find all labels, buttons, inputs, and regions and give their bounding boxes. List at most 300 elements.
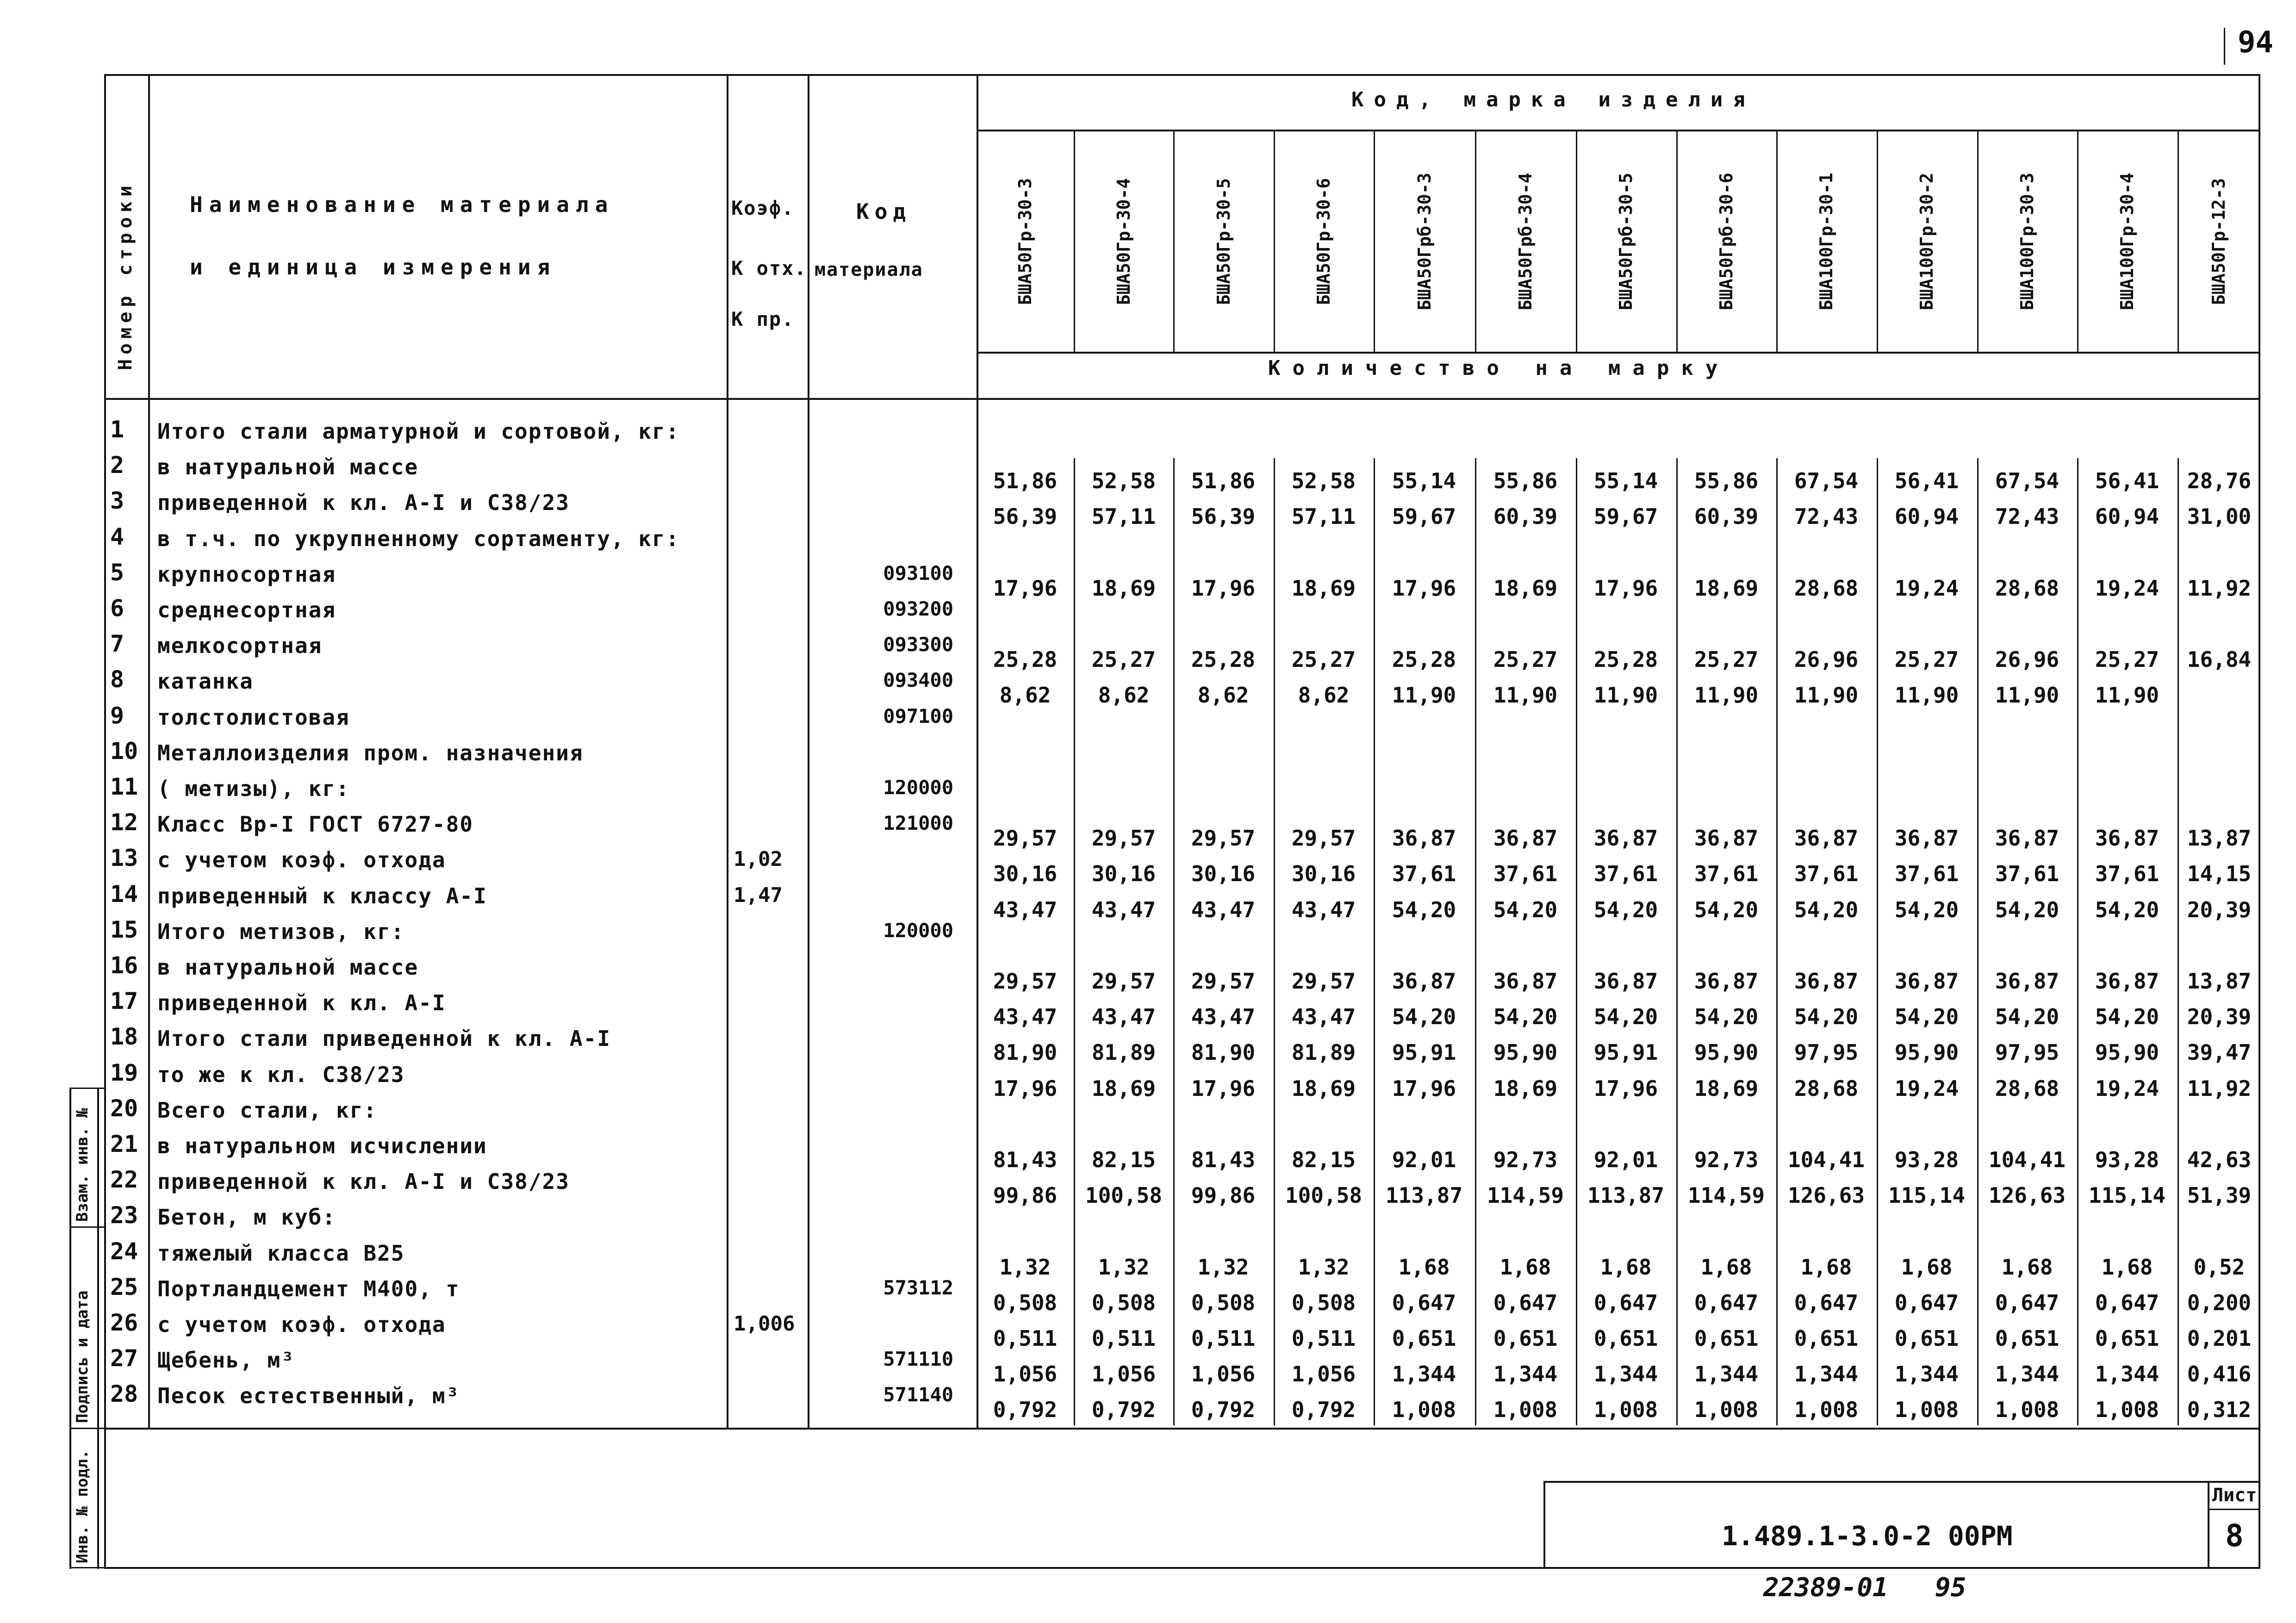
value-col-sep bbox=[2178, 458, 2179, 1425]
row-value: 0,647 bbox=[1493, 1290, 1558, 1315]
row-value: 29,57 bbox=[993, 969, 1058, 994]
row-code: 093400 bbox=[883, 669, 953, 692]
side-stamp-line bbox=[69, 1088, 104, 1089]
row-value: 60,94 bbox=[1894, 504, 1959, 529]
row-name: ( метизы), кг: bbox=[157, 776, 350, 801]
mark-sep bbox=[1877, 130, 1878, 352]
row-value: 11,90 bbox=[2095, 683, 2159, 708]
row-value: 17,96 bbox=[1191, 1076, 1256, 1101]
row-value: 36,87 bbox=[1894, 969, 1959, 994]
row-value: 11,90 bbox=[1894, 683, 1959, 708]
mark-label: БША100Гр-30-4 bbox=[2117, 173, 2137, 311]
mark-label: БША50Гр-30-3 bbox=[1015, 178, 1035, 305]
row-name: Щебень, м³ bbox=[157, 1348, 295, 1373]
row-value: 1,32 bbox=[1197, 1254, 1249, 1280]
value-col-sep bbox=[1475, 458, 1476, 1425]
row-value: 20,39 bbox=[2187, 897, 2252, 922]
row-number: 7 bbox=[110, 630, 124, 658]
row-value: 25,27 bbox=[1894, 647, 1959, 672]
row-value: 25,28 bbox=[993, 647, 1058, 672]
mark-label: БША50Гр-30-5 bbox=[1213, 178, 1234, 305]
row-value: 17,96 bbox=[1593, 1076, 1658, 1101]
row-value: 43,47 bbox=[993, 897, 1058, 922]
sheet-number: 8 bbox=[2225, 1518, 2244, 1554]
row-number: 5 bbox=[110, 559, 124, 586]
marks-title: Код, марка изделия bbox=[1351, 88, 1755, 112]
row-code: 093200 bbox=[883, 597, 953, 620]
row-name: Портландцемент М400, т bbox=[157, 1276, 460, 1301]
row-value: 92,01 bbox=[1593, 1147, 1658, 1172]
row-value: 31,00 bbox=[2187, 504, 2252, 529]
row-code: 573112 bbox=[883, 1276, 953, 1299]
value-col-sep bbox=[2077, 458, 2078, 1425]
row-value: 25,27 bbox=[1493, 647, 1558, 672]
row-value: 60,94 bbox=[2095, 504, 2159, 529]
row-value: 25,27 bbox=[1091, 647, 1156, 672]
row-value: 54,20 bbox=[1493, 1004, 1558, 1030]
value-col-sep bbox=[1173, 458, 1175, 1425]
row-value: 36,87 bbox=[1794, 969, 1859, 994]
row-value: 25,27 bbox=[2095, 647, 2159, 672]
row-value: 0,647 bbox=[1593, 1290, 1658, 1315]
row-value: 43,47 bbox=[1291, 1004, 1356, 1030]
row-number: 10 bbox=[110, 737, 138, 765]
row-value: 0,416 bbox=[2187, 1362, 2252, 1387]
row-value: 0,511 bbox=[1091, 1326, 1156, 1351]
row-value: 18,69 bbox=[1291, 1076, 1356, 1101]
side-stamp-line bbox=[69, 1567, 104, 1568]
row-value: 0,647 bbox=[2095, 1290, 2159, 1315]
row-value: 99,86 bbox=[993, 1183, 1058, 1208]
row-value: 29,57 bbox=[1291, 969, 1356, 994]
page-number: 94 bbox=[2238, 25, 2274, 60]
row-number: 6 bbox=[110, 595, 124, 622]
side-stamp-inv: Инв. № подл. bbox=[73, 1449, 92, 1563]
koef-header-2: К отх. bbox=[731, 257, 807, 280]
row-value: 52,58 bbox=[1291, 468, 1356, 494]
mark-label: БША50Гр-12-3 bbox=[2209, 178, 2229, 305]
mark-sep bbox=[1977, 130, 1979, 352]
row-value: 0,201 bbox=[2187, 1326, 2252, 1351]
row-value: 11,90 bbox=[1794, 683, 1859, 708]
row-value: 1,008 bbox=[1794, 1397, 1859, 1423]
row-value: 30,16 bbox=[1091, 861, 1156, 887]
row-value: 25,28 bbox=[1593, 647, 1658, 672]
row-name: тяжелый класса В25 bbox=[157, 1240, 405, 1266]
row-value: 100,58 bbox=[1085, 1183, 1163, 1208]
row-value: 29,57 bbox=[1091, 969, 1156, 994]
row-value: 0,651 bbox=[1995, 1326, 2060, 1351]
row-value: 95,90 bbox=[2095, 1040, 2159, 1065]
row-value: 11,90 bbox=[1694, 683, 1759, 708]
row-value: 92,73 bbox=[1493, 1147, 1558, 1172]
row-value: 0,792 bbox=[1291, 1397, 1356, 1423]
row-value: 0,647 bbox=[1894, 1290, 1959, 1315]
row-value: 28,68 bbox=[1794, 575, 1859, 601]
value-col-sep bbox=[1374, 458, 1375, 1425]
row-value: 1,344 bbox=[1593, 1362, 1658, 1387]
row-value: 8,62 bbox=[1298, 683, 1350, 708]
row-value: 54,20 bbox=[2095, 897, 2159, 922]
row-value: 1,68 bbox=[2001, 1254, 2053, 1280]
row-value: 104,41 bbox=[1988, 1147, 2066, 1172]
row-value: 0,792 bbox=[1191, 1397, 1256, 1423]
row-value: 55,86 bbox=[1694, 468, 1759, 494]
mark-sep bbox=[1676, 130, 1678, 352]
row-value: 37,61 bbox=[2095, 861, 2159, 887]
mark-sep bbox=[2077, 130, 2078, 352]
row-value: 97,95 bbox=[1995, 1040, 2060, 1065]
row-value: 1,68 bbox=[1700, 1254, 1752, 1280]
row-value: 0,511 bbox=[993, 1326, 1058, 1351]
row-number: 17 bbox=[110, 988, 138, 1015]
row-value: 37,61 bbox=[1593, 861, 1658, 887]
row-value: 115,14 bbox=[2088, 1183, 2166, 1208]
row-number: 26 bbox=[110, 1309, 138, 1336]
row-value: 55,14 bbox=[1593, 468, 1658, 494]
row-value: 0,508 bbox=[993, 1290, 1058, 1315]
row-value: 1,344 bbox=[1392, 1362, 1456, 1387]
row-value: 13,87 bbox=[2187, 969, 2252, 994]
marks-labels-bottom bbox=[977, 352, 2260, 354]
row-number: 9 bbox=[110, 702, 124, 729]
row-value: 36,87 bbox=[1392, 826, 1456, 851]
row-value: 1,056 bbox=[1191, 1362, 1256, 1387]
row-value: 36,87 bbox=[1593, 969, 1658, 994]
row-value: 54,20 bbox=[1694, 897, 1759, 922]
row-value: 30,16 bbox=[1291, 861, 1356, 887]
row-value: 26,96 bbox=[1995, 647, 2060, 672]
row-value: 17,96 bbox=[993, 1076, 1058, 1101]
row-value: 36,87 bbox=[1995, 826, 2060, 851]
row-value: 36,87 bbox=[2095, 969, 2159, 994]
row-number: 2 bbox=[110, 452, 124, 479]
row-value: 99,86 bbox=[1191, 1183, 1256, 1208]
row-value: 37,61 bbox=[1995, 861, 2060, 887]
row-koef: 1,006 bbox=[734, 1312, 795, 1336]
frame-left bbox=[104, 74, 106, 1569]
code-header-1: Код bbox=[856, 199, 912, 224]
row-value: 1,68 bbox=[1800, 1254, 1852, 1280]
row-name: Итого метизов, кг: bbox=[157, 919, 405, 944]
row-value: 28,68 bbox=[1995, 1076, 2060, 1101]
row-value: 93,28 bbox=[1894, 1147, 1959, 1172]
row-number: 1 bbox=[110, 416, 124, 443]
row-value: 92,01 bbox=[1392, 1147, 1456, 1172]
row-value: 81,43 bbox=[1191, 1147, 1256, 1172]
row-value: 54,20 bbox=[1593, 897, 1658, 922]
row-value: 36,87 bbox=[2095, 826, 2159, 851]
row-number: 28 bbox=[110, 1380, 138, 1408]
row-value: 43,47 bbox=[1091, 897, 1156, 922]
row-number: 23 bbox=[110, 1202, 138, 1229]
row-value: 57,11 bbox=[1291, 504, 1356, 529]
row-value: 18,69 bbox=[1493, 575, 1558, 601]
row-value: 0,508 bbox=[1191, 1290, 1256, 1315]
row-value: 18,69 bbox=[1091, 1076, 1156, 1101]
row-value: 30,16 bbox=[993, 861, 1058, 887]
title-block-left bbox=[1543, 1481, 1545, 1569]
table-bottom bbox=[104, 1428, 2260, 1430]
row-value: 11,90 bbox=[1995, 683, 2060, 708]
row-value: 43,47 bbox=[1191, 897, 1256, 922]
side-stamp-line bbox=[69, 1428, 104, 1429]
page-number-bar bbox=[2224, 28, 2225, 65]
row-value: 36,87 bbox=[1493, 969, 1558, 994]
row-value: 56,39 bbox=[1191, 504, 1256, 529]
row-name: Металлоизделия пром. назначения bbox=[157, 740, 584, 765]
row-value: 1,344 bbox=[1794, 1362, 1859, 1387]
value-col-sep bbox=[1676, 458, 1678, 1425]
side-stamp-line bbox=[69, 1226, 104, 1228]
row-value: 81,89 bbox=[1291, 1040, 1356, 1065]
row-value: 56,41 bbox=[1894, 468, 1959, 494]
row-value: 11,90 bbox=[1493, 683, 1558, 708]
row-number: 20 bbox=[110, 1094, 138, 1122]
row-value: 11,90 bbox=[1593, 683, 1658, 708]
mark-label: БША100Гр-30-2 bbox=[1916, 173, 1937, 311]
row-value: 16,84 bbox=[2187, 647, 2252, 672]
side-stamp-vzam: Взам. инв. № bbox=[73, 1108, 92, 1222]
row-value: 29,57 bbox=[1091, 826, 1156, 851]
row-value: 67,54 bbox=[1794, 468, 1859, 494]
row-value: 54,20 bbox=[2095, 1004, 2159, 1030]
col-sep-code bbox=[977, 74, 978, 1428]
row-value: 1,32 bbox=[999, 1254, 1051, 1280]
row-value: 1,68 bbox=[1600, 1254, 1652, 1280]
row-number: 3 bbox=[110, 487, 124, 515]
row-value: 114,59 bbox=[1687, 1183, 1765, 1208]
value-col-sep bbox=[1877, 458, 1878, 1425]
row-name: приведенной к кл. А-I и С38/23 bbox=[157, 490, 570, 516]
row-value: 55,86 bbox=[1493, 468, 1558, 494]
row-code: 571140 bbox=[883, 1383, 953, 1406]
row-value: 18,69 bbox=[1493, 1076, 1558, 1101]
row-value: 72,43 bbox=[1794, 504, 1859, 529]
row-value: 42,63 bbox=[2187, 1147, 2252, 1172]
row-name: крупносортная bbox=[157, 561, 336, 587]
value-col-sep bbox=[1977, 458, 1979, 1425]
name-header-line2: и единица измерения bbox=[190, 255, 557, 280]
row-value: 8,62 bbox=[1197, 683, 1249, 708]
row-value: 29,57 bbox=[993, 826, 1058, 851]
row-value: 81,43 bbox=[993, 1147, 1058, 1172]
mark-sep bbox=[1374, 130, 1375, 352]
row-name: в натуральной массе bbox=[157, 955, 419, 980]
row-code: 093100 bbox=[883, 561, 953, 585]
row-number: 13 bbox=[110, 845, 138, 872]
col-sep-num bbox=[148, 74, 150, 1428]
row-koef: 1,47 bbox=[734, 883, 783, 907]
row-value: 28,76 bbox=[2187, 468, 2252, 494]
row-value: 43,47 bbox=[1291, 897, 1356, 922]
side-stamp-podpis: Подпись и дата bbox=[73, 1290, 92, 1423]
row-value: 28,68 bbox=[1794, 1076, 1859, 1101]
row-value: 115,14 bbox=[1888, 1183, 1966, 1208]
row-value: 54,20 bbox=[1392, 897, 1456, 922]
koef-header-3: К пр. bbox=[731, 308, 795, 330]
row-value: 0,651 bbox=[1593, 1326, 1658, 1351]
row-value: 25,28 bbox=[1392, 647, 1456, 672]
mark-sep bbox=[1074, 130, 1075, 352]
row-value: 0,792 bbox=[993, 1397, 1058, 1423]
mark-label: БША50Гр-30-6 bbox=[1313, 178, 1334, 305]
row-value: 60,39 bbox=[1493, 504, 1558, 529]
row-value: 82,15 bbox=[1091, 1147, 1156, 1172]
row-number: 15 bbox=[110, 916, 138, 943]
side-stamp-left bbox=[69, 1088, 71, 1569]
row-value: 60,39 bbox=[1694, 504, 1759, 529]
row-value: 113,87 bbox=[1385, 1183, 1463, 1208]
row-value: 1,32 bbox=[1298, 1254, 1350, 1280]
row-value: 1,344 bbox=[1894, 1362, 1959, 1387]
row-value: 0,647 bbox=[1392, 1290, 1456, 1315]
row-value: 0,647 bbox=[1995, 1290, 2060, 1315]
row-value: 54,20 bbox=[1794, 897, 1859, 922]
row-value: 17,96 bbox=[1191, 575, 1256, 601]
row-name: Песок естественный, м³ bbox=[157, 1383, 460, 1409]
row-number: 22 bbox=[110, 1166, 138, 1194]
row-value: 0,651 bbox=[1794, 1326, 1859, 1351]
footer-stamp: 22389-01 95 bbox=[1763, 1573, 1966, 1603]
row-value: 72,43 bbox=[1995, 504, 2060, 529]
row-value: 104,41 bbox=[1787, 1147, 1865, 1172]
row-number: 18 bbox=[110, 1023, 138, 1051]
row-value: 114,59 bbox=[1487, 1183, 1564, 1208]
row-value: 11,92 bbox=[2187, 1076, 2252, 1101]
frame-top bbox=[104, 74, 2260, 76]
row-value: 29,57 bbox=[1291, 826, 1356, 851]
row-value: 36,87 bbox=[1392, 969, 1456, 994]
row-value: 0,647 bbox=[1794, 1290, 1859, 1315]
row-code: 571110 bbox=[883, 1348, 953, 1371]
row-value: 25,27 bbox=[1291, 647, 1356, 672]
koef-header-1: Коэф. bbox=[731, 197, 795, 219]
row-code: 121000 bbox=[883, 812, 953, 835]
row-number: 14 bbox=[110, 880, 138, 908]
row-number-header: Номер строки bbox=[115, 181, 136, 370]
row-name: Итого стали приведенной к кл. А-I bbox=[157, 1026, 611, 1051]
row-value: 126,63 bbox=[1787, 1183, 1865, 1208]
mark-label: БША100Гр-30-1 bbox=[1816, 173, 1836, 311]
row-value: 1,008 bbox=[1995, 1397, 2060, 1423]
row-value: 59,67 bbox=[1392, 504, 1456, 529]
row-value: 54,20 bbox=[1392, 1004, 1456, 1030]
row-value: 36,87 bbox=[1593, 826, 1658, 851]
row-value: 43,47 bbox=[1091, 1004, 1156, 1030]
row-value: 54,20 bbox=[1694, 1004, 1759, 1030]
row-value: 56,39 bbox=[993, 504, 1058, 529]
row-value: 14,15 bbox=[2187, 861, 2252, 887]
row-value: 54,20 bbox=[1894, 897, 1959, 922]
row-value: 95,90 bbox=[1894, 1040, 1959, 1065]
row-value: 13,87 bbox=[2187, 826, 2252, 851]
row-value: 54,20 bbox=[1593, 1004, 1658, 1030]
row-value: 8,62 bbox=[1098, 683, 1150, 708]
row-number: 4 bbox=[110, 523, 124, 550]
name-header-line1: Наименование материала bbox=[190, 192, 615, 217]
value-col-sep bbox=[1074, 458, 1075, 1425]
row-value: 0,792 bbox=[1091, 1397, 1156, 1423]
row-name: с учетом коэф. отхода bbox=[157, 1312, 446, 1337]
row-value: 29,57 bbox=[1191, 969, 1256, 994]
marks-title-bottom bbox=[977, 130, 2260, 131]
row-value: 18,69 bbox=[1091, 575, 1156, 601]
row-value: 1,344 bbox=[1995, 1362, 2060, 1387]
row-value: 93,28 bbox=[2095, 1147, 2159, 1172]
row-name: Итого стали арматурной и сортовой, кг: bbox=[157, 419, 680, 444]
row-code: 097100 bbox=[883, 704, 953, 728]
mark-label: БША50Грб-30-6 bbox=[1716, 173, 1736, 311]
value-col-sep bbox=[1776, 458, 1778, 1425]
row-value: 29,57 bbox=[1191, 826, 1256, 851]
row-value: 43,47 bbox=[993, 1004, 1058, 1030]
row-value: 43,47 bbox=[1191, 1004, 1256, 1030]
row-name: катанка bbox=[157, 669, 254, 694]
mark-sep bbox=[2178, 130, 2179, 352]
row-name: приведенный к классу А-I bbox=[157, 883, 487, 908]
row-number: 21 bbox=[110, 1131, 138, 1157]
row-value: 95,90 bbox=[1493, 1040, 1558, 1065]
row-value: 82,15 bbox=[1291, 1147, 1356, 1172]
row-value: 0,651 bbox=[1493, 1326, 1558, 1351]
row-value: 0,651 bbox=[1694, 1326, 1759, 1351]
value-col-sep bbox=[1274, 458, 1275, 1425]
mark-label: БША50Грб-30-5 bbox=[1616, 173, 1636, 311]
row-value: 67,54 bbox=[1995, 468, 2060, 494]
row-number: 16 bbox=[110, 952, 138, 979]
row-value: 95,91 bbox=[1392, 1040, 1456, 1065]
code-header-2: материала bbox=[815, 259, 923, 280]
row-value: 1,008 bbox=[1493, 1397, 1558, 1423]
row-name: приведенной к кл. А-I bbox=[157, 990, 446, 1016]
row-value: 0,511 bbox=[1191, 1326, 1256, 1351]
value-col-sep bbox=[1576, 458, 1577, 1425]
row-value: 51,86 bbox=[1191, 468, 1256, 494]
row-name: с учетом коэф. отхода bbox=[157, 847, 446, 873]
row-value: 19,24 bbox=[1894, 1076, 1959, 1101]
row-value: 95,91 bbox=[1593, 1040, 1658, 1065]
row-value: 36,87 bbox=[1794, 826, 1859, 851]
row-value: 20,39 bbox=[2187, 1004, 2252, 1030]
row-value: 26,96 bbox=[1794, 647, 1859, 672]
row-value: 36,87 bbox=[1894, 826, 1959, 851]
mark-sep bbox=[1274, 130, 1275, 352]
row-code: 120000 bbox=[883, 919, 953, 942]
row-value: 59,67 bbox=[1593, 504, 1658, 529]
row-value: 1,056 bbox=[1291, 1362, 1356, 1387]
row-number: 19 bbox=[110, 1059, 138, 1086]
sheet-box-left bbox=[2208, 1481, 2209, 1569]
row-number: 25 bbox=[110, 1273, 138, 1300]
row-value: 1,68 bbox=[1901, 1254, 1953, 1280]
row-value: 17,96 bbox=[1392, 1076, 1456, 1101]
row-value: 39,47 bbox=[2187, 1040, 2252, 1065]
row-name: Всего стали, кг: bbox=[157, 1097, 378, 1123]
row-value: 0,511 bbox=[1291, 1326, 1356, 1351]
row-value: 54,20 bbox=[1894, 1004, 1959, 1030]
row-value: 1,008 bbox=[1593, 1397, 1658, 1423]
row-number: 12 bbox=[110, 809, 138, 836]
row-value: 81,90 bbox=[993, 1040, 1058, 1065]
col-sep-name bbox=[727, 74, 728, 1428]
row-value: 1,008 bbox=[1392, 1397, 1456, 1423]
row-value: 126,63 bbox=[1988, 1183, 2066, 1208]
row-name: то же к кл. С38/23 bbox=[157, 1062, 405, 1087]
row-value: 1,68 bbox=[1500, 1254, 1551, 1280]
row-value: 0,651 bbox=[1894, 1326, 1959, 1351]
row-number: 24 bbox=[110, 1237, 138, 1265]
